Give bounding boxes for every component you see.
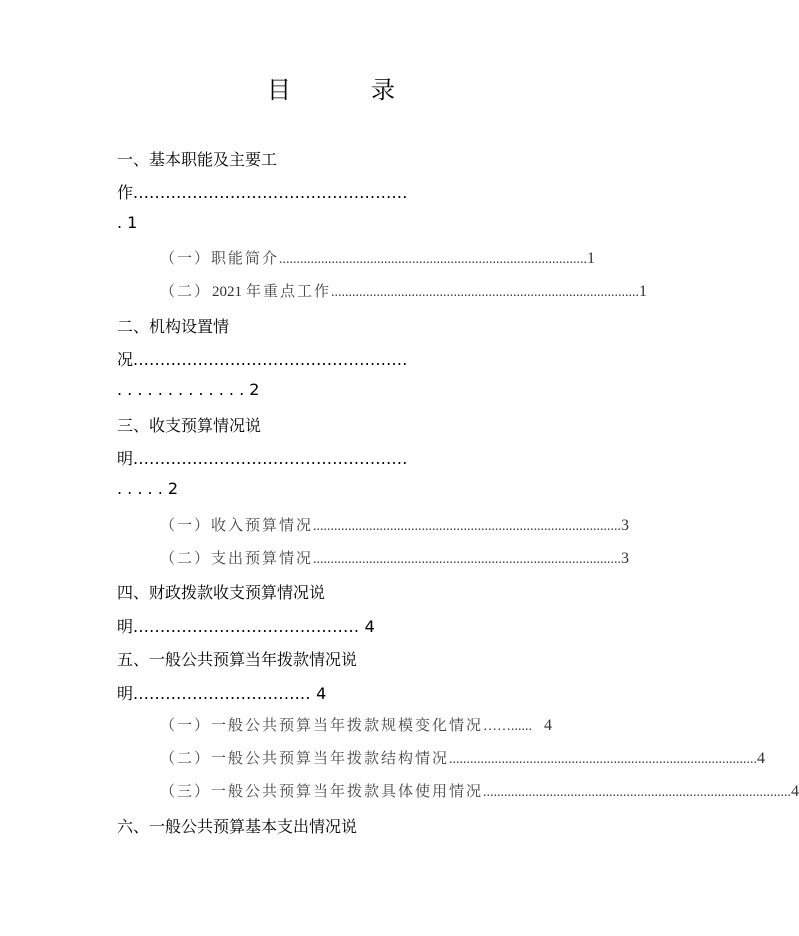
toc-entry-1-cont [117,180,408,203]
toc-entry-3-page: . . . . . 2 [117,479,179,498]
toc-heading-3: 三、收支预算情况说 [117,416,262,435]
page-number: 4 [544,717,552,734]
toc-sub-year: 2021 [212,284,243,300]
toc-entry-2-cont [117,347,408,370]
dot-leader: ................................................... [133,350,408,369]
toc-heading-2: 二、机构设置情 [117,317,230,336]
toc-sub-label: （二）一般公共预算当年拨款结构情况 [160,749,450,767]
toc-entry-4-cont [117,614,375,637]
page-number: 1 [587,250,596,267]
toc-heading-1: 一、基本职能及主要工 [117,150,278,169]
toc-sub-label: （二）支出预算情况 [160,549,314,567]
toc-entry-1-word: 作 [117,183,134,202]
dot-leader: .......................................... 4 [133,617,376,636]
dot-leader: ................................................... [133,449,408,468]
toc-sub-1-2 [160,280,648,301]
toc-sub-1-1 [160,247,596,268]
dot-leader: ……...... [483,719,533,734]
page-number: 1 [639,283,648,300]
dot-leader: ................................................... [133,183,408,202]
toc-entry-3-word: 明 [117,449,134,468]
dot-leader: ........................................................................................ [331,285,640,300]
toc-entry-1-page: . 1 [117,213,138,232]
toc-sub-3-2 [160,547,630,568]
toc-entry-5-cont [117,681,327,704]
dot-leader: ........................................................................................ [483,785,792,800]
page-number: 4 [791,783,799,800]
toc-sub-label: 年重点工作 [246,282,332,300]
dot-leader: ........................................................................................ [449,752,758,767]
page-number: 3 [621,550,630,567]
toc-sub-5-1 [160,714,552,735]
dot-leader: ................................. 4 [133,684,327,703]
toc-heading-6: 六、一般公共预算基本支出情况说 [117,817,358,836]
dot-leader: ........................................................................................ [313,519,622,534]
toc-entry-5-word: 明 [117,684,134,703]
toc-sub-5-2 [160,747,766,768]
dot-leader: ........................................................................................ [313,552,622,567]
toc-sub-3-1 [160,514,630,535]
toc-entry-2-page: . . . . . . . . . . . . . 2 [117,380,260,399]
toc-sub-5-3 [160,780,799,801]
page-number: 3 [621,517,630,534]
toc-sub-label: （一）收入预算情况 [160,516,314,534]
toc-heading-4: 四、财政拨款收支预算情况说 [117,583,326,602]
toc-sub-label: （三）一般公共预算当年拨款具体使用情况 [160,782,484,800]
toc-title: 目 录 [267,76,423,104]
toc-entry-4-word: 明 [117,617,134,636]
dot-leader: ........................................................................................ [279,252,588,267]
toc-entry-3-cont [117,446,408,469]
toc-sub-label: （一）职能简介 [160,249,280,267]
toc-sub-prefix: （二） [160,282,212,300]
toc-entry-2-word: 况 [117,350,134,369]
page-number: 4 [757,750,766,767]
toc-heading-5: 五、一般公共预算当年拨款情况说 [117,650,358,669]
toc-sub-label: （一）一般公共预算当年拨款规模变化情况 [160,716,484,734]
